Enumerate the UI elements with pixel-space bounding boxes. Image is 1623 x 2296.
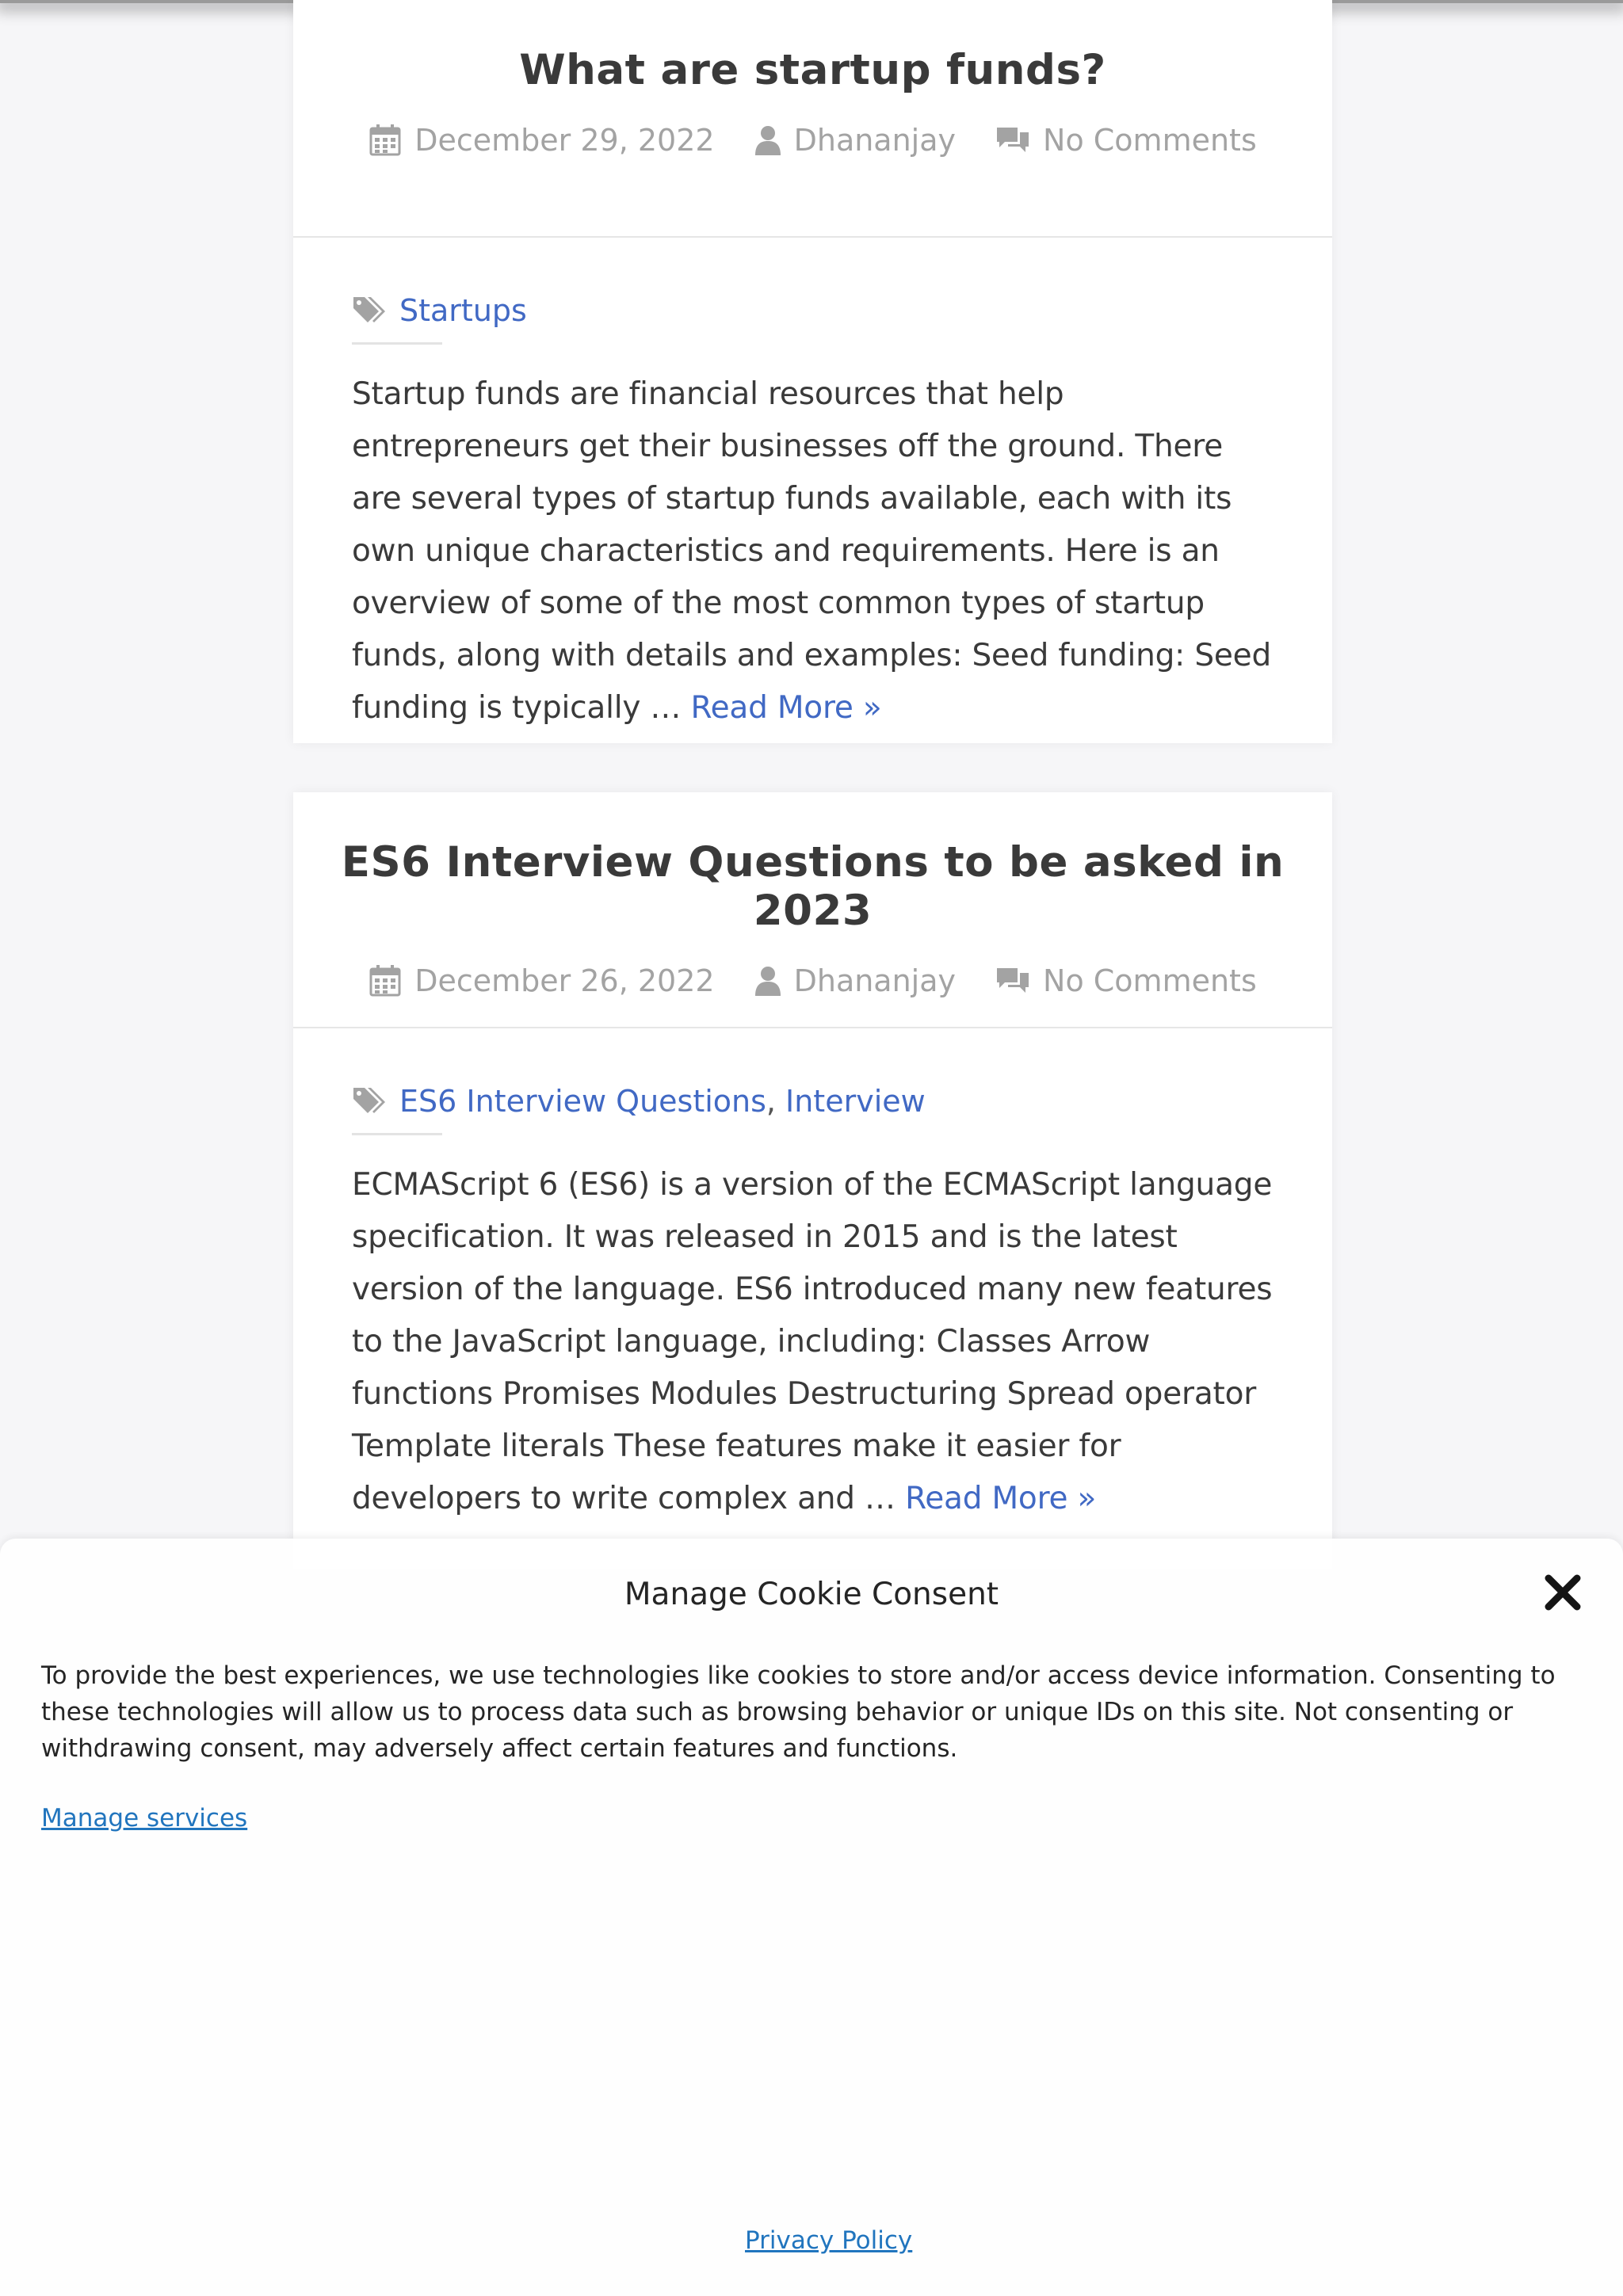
post-title[interactable]: ES6 Interview Questions to be asked in 2023 [341, 838, 1285, 935]
post-body [293, 238, 1332, 734]
cookie-consent-banner [0, 1539, 1623, 2296]
post-body [293, 1028, 1332, 1525]
tags-icon [352, 1086, 388, 1116]
post-card [293, 0, 1332, 743]
post-author-text[interactable]: Dhananjay [793, 963, 957, 998]
user-icon [754, 965, 781, 997]
post-comments-text[interactable]: No Comments [1043, 963, 1257, 998]
user-icon [754, 124, 781, 156]
post-meta [293, 123, 1332, 158]
category-separator: , [766, 1084, 777, 1119]
close-icon[interactable] [1542, 1572, 1583, 1613]
privacy-policy-link[interactable]: Privacy Policy [745, 2226, 913, 2255]
category-link[interactable]: Interview [785, 1084, 926, 1119]
post-comments[interactable] [995, 123, 1257, 158]
post-date-text[interactable]: December 26, 2022 [414, 963, 715, 998]
post-date-text[interactable]: December 29, 2022 [414, 123, 715, 158]
post-categories [352, 293, 1274, 328]
post-excerpt [352, 1159, 1274, 1525]
post-author-text[interactable]: Dhananjay [793, 123, 957, 158]
post-header [293, 0, 1332, 238]
post-excerpt [352, 368, 1274, 734]
post-author[interactable] [754, 123, 956, 158]
post-categories [352, 1084, 1274, 1119]
comments-icon [995, 124, 1030, 156]
calendar-icon [369, 964, 402, 997]
post-comments-text[interactable]: No Comments [1043, 123, 1257, 158]
post-header [293, 792, 1332, 1028]
post-meta [293, 963, 1332, 998]
read-more-link[interactable]: Read More » [905, 1481, 1097, 1516]
post-card [293, 792, 1332, 1569]
read-more-link[interactable]: Read More » [690, 690, 882, 726]
divider [352, 1133, 442, 1135]
post-excerpt-text: ECMAScript 6 (ES6) is a version of the ECMAScript language specification. It was released in 2015 and is the latest version of the language. ES6 introduced many new features to the JavaScript language, including: Classes Arrow functions Promises Modules Destructuring Spread operator Template literals These features make it easier for developers to write complex and … [352, 1167, 1273, 1516]
post-title[interactable]: What are startup funds? [519, 46, 1106, 94]
post-excerpt-text: Startup funds are financial resources that help entrepreneurs get their businesses off the ground. There are several types of startup funds available, each with its own unique characteristics and requirements. Here is an overview of some of the most common types of startup funds, along with details and examples: Seed funding: Seed funding is typically … [352, 376, 1272, 726]
post-date[interactable] [369, 123, 714, 158]
category-link[interactable]: ES6 Interview Questions [399, 1084, 766, 1119]
manage-services-link[interactable]: Manage services [41, 1804, 248, 1833]
cookie-banner-title: Manage Cookie Consent [624, 1577, 999, 1612]
cookie-banner-text: To provide the best experiences, we use technologies like cookies to store and/or access device information. Consenting to these technologies will allow us to process data such as browsing behavior or unique IDs on this site. Not consenting or withdrawing consent, may adversely affect certain features and functions. [41, 1661, 1556, 1763]
post-date[interactable] [369, 963, 714, 998]
category-link[interactable]: Startups [399, 293, 527, 328]
comments-icon [995, 965, 1030, 997]
tags-icon [352, 296, 388, 326]
post-comments[interactable] [995, 963, 1257, 998]
post-author[interactable] [754, 963, 956, 998]
close-button[interactable] [1542, 1572, 1583, 1613]
divider [352, 342, 442, 345]
calendar-icon [369, 124, 402, 157]
